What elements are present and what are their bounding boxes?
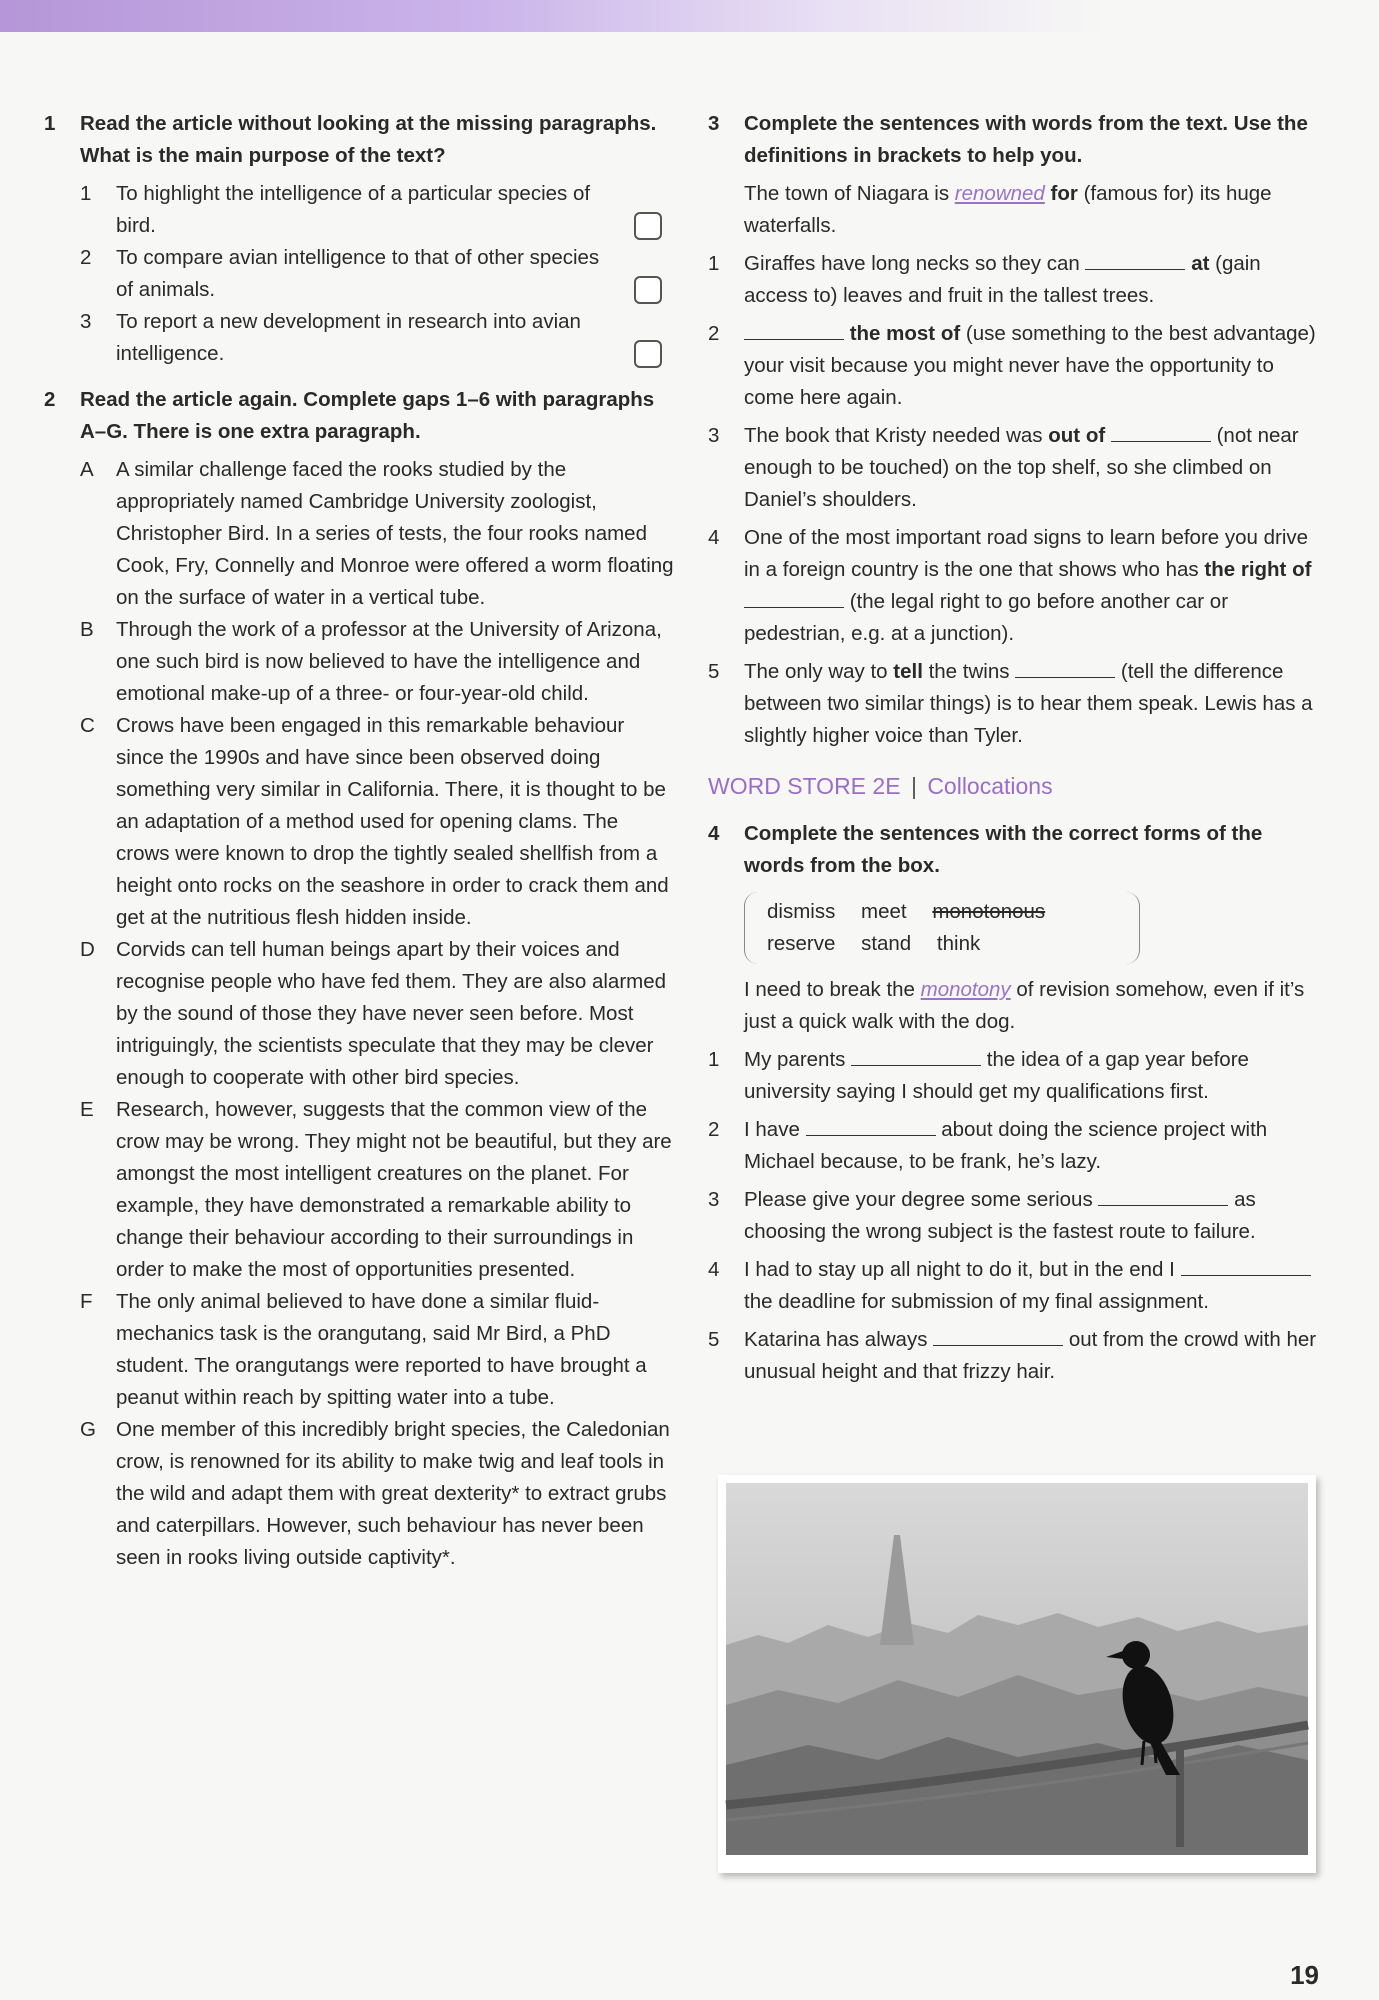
top-color-band — [0, 0, 1379, 32]
exercise-title: Complete the sentences with words from the text. Use the definitions in brackets to help you. — [744, 112, 1308, 167]
sentence-number: 3 — [708, 424, 720, 447]
exercise-number: 2 — [44, 388, 56, 411]
answer-checkbox[interactable] — [634, 276, 662, 304]
sentence-text: I need to break the — [744, 978, 921, 1001]
paragraph-text: Through the work of a professor at the University of Arizona, one such bird is now believed to have the intelligence and emotional make-up of a three- or four-year-old child. — [116, 618, 662, 705]
sentence-text: as choosing the wrong subject is the fastest route to failure. — [744, 1188, 1256, 1243]
paragraph-letter: C — [80, 714, 95, 737]
example-answer: renowned — [954, 182, 1045, 205]
box-word: stand — [861, 932, 912, 955]
sentence-text: The town of Niagara is — [744, 182, 955, 205]
answer-gap[interactable] — [744, 587, 844, 608]
paragraph-letter: E — [80, 1098, 94, 1121]
paragraph-text: One member of this incredibly bright species, the Caledonian crow, is renowned for its ability to make twig and leaf tools in the wild and adapt them with great dexterity* to extract grubs and caterpillars. However, such behaviour has never been seen in rooks living outside captivity*. — [116, 1418, 670, 1569]
example-sentence — [708, 974, 1328, 1038]
paragraph-d — [80, 934, 674, 1094]
paragraph-text: A similar challenge faced the rooks studied by the appropriately named Cambridge University zoologist, Christopher Bird. In a series of tests, the four rooks named Cook, Fry, Connelly and Monroe were offered a worm floating on the surface of water in a vertical tube. — [116, 458, 674, 609]
bold-word: the right of — [1204, 558, 1312, 581]
sentence-text: Please give your degree some serious — [744, 1188, 1099, 1211]
word-store-separator: | — [910, 773, 917, 799]
paragraph-text: Research, however, suggests that the common view of the crow may be wrong. They might not be beautiful, but they are amongst the most intelligent creatures on the planet. For example, they have demonstrated a remarkable ability to change their behaviour according to their surroundings in order to make the most of opportunities presented. — [116, 1098, 672, 1281]
sentence-item — [708, 1114, 1328, 1178]
sentence-number: 5 — [708, 660, 720, 683]
answer-gap[interactable] — [851, 1045, 981, 1066]
sentence-text: (the legal right to go before another car or pedestrian, e.g. at a junction). — [744, 590, 1229, 645]
left-column — [44, 108, 674, 1580]
sentence-text: I had to stay up all night to do it, but in the end I — [744, 1258, 1181, 1281]
exercise-2 — [44, 384, 674, 1574]
example-sentence — [708, 178, 1328, 242]
sentence-text: the deadline for submission of my final assignment. — [744, 1290, 1209, 1313]
sentence-text: I have — [744, 1118, 806, 1141]
sentence-text: One of the most important road signs to learn before you drive in a foreign country is the one that shows who has — [744, 526, 1309, 581]
option-number: 3 — [80, 310, 92, 333]
box-word: reserve — [767, 932, 836, 955]
sentence-item — [708, 1254, 1328, 1318]
paragraph-a — [80, 454, 674, 614]
word-store-subtitle: Collocations — [927, 773, 1053, 799]
paragraph-text: The only animal believed to have done a similar fluid-mechanics task is the orangutang, said Mr Bird, a PhD student. The orangutangs were reported to have brought a peanut within reach by spitting water into a tube. — [116, 1290, 647, 1409]
answer-gap[interactable] — [933, 1325, 1063, 1346]
sentence-text: (not near enough to be touched) on the top shelf, so she climbed on Daniel’s shoulders. — [744, 424, 1299, 511]
exercise-title: Complete the sentences with the correct forms of the words from the box. — [744, 822, 1263, 877]
option-number: 2 — [80, 246, 92, 269]
answer-gap[interactable] — [1085, 249, 1185, 270]
sentence-text: of revision somehow, even if it’s just a quick walk with the dog. — [744, 978, 1305, 1033]
sentence-item — [708, 1324, 1328, 1388]
sentence-text: about doing the science project with Michael because, to be frank, he’s lazy. — [744, 1118, 1268, 1173]
bold-word: for — [1050, 182, 1078, 205]
option-item — [80, 306, 674, 370]
paragraph-letter: D — [80, 938, 95, 961]
sentence-item — [708, 318, 1328, 414]
paragraph-c — [80, 710, 674, 934]
word-box — [744, 892, 1140, 964]
sentence-text: Katarina has always — [744, 1328, 934, 1351]
sentence-text: (famous for) its huge waterfalls. — [744, 182, 1272, 237]
sentence-item — [708, 1044, 1328, 1108]
option-text: To highlight the intelligence of a particular species of bird. — [116, 182, 591, 237]
answer-checkbox[interactable] — [634, 212, 662, 240]
sentence-text: out from the crowd with her unusual height and that frizzy hair. — [744, 1328, 1317, 1383]
paragraph-letter: F — [80, 1290, 93, 1313]
answer-gap[interactable] — [744, 319, 844, 340]
exercise-number: 3 — [708, 112, 720, 135]
box-word-used: monotonous — [932, 900, 1046, 923]
paragraph-f — [80, 1286, 674, 1414]
answer-gap[interactable] — [1181, 1255, 1311, 1276]
paragraph-letter: G — [80, 1418, 96, 1441]
option-item — [80, 178, 674, 242]
bold-word: tell — [893, 660, 923, 683]
answer-gap[interactable] — [1111, 421, 1211, 442]
sentence-number: 3 — [708, 1188, 720, 1211]
sentence-number: 1 — [708, 1048, 720, 1071]
sentence-text: (use something to the best advantage) your visit because you might never have the opportunity to come here again. — [744, 322, 1316, 409]
option-text: To compare avian intelligence to that of other species of animals. — [116, 246, 600, 301]
bold-word: the most of — [849, 322, 961, 345]
box-word: think — [936, 932, 981, 955]
answer-gap[interactable] — [806, 1115, 936, 1136]
paragraph-text: Corvids can tell human beings apart by their voices and recognise people who have fed them. They are also alarmed by the sound of those they have never seen before. Most intriguingly, the scientists speculate that they may be clever enough to cooperate with other bird species. — [116, 938, 667, 1089]
paragraph-letter: B — [80, 618, 94, 641]
answer-checkbox[interactable] — [634, 340, 662, 368]
sentence-text: (gain access to) leaves and fruit in the tallest trees. — [744, 252, 1261, 307]
sentence-text: the twins — [922, 660, 1016, 683]
exercise-3 — [708, 108, 1328, 172]
page-number: 19 — [1290, 1960, 1319, 1990]
sentence-number: 4 — [708, 1258, 720, 1281]
paragraph-g — [80, 1414, 674, 1574]
sentence-number: 2 — [708, 1118, 720, 1141]
option-item — [80, 242, 674, 306]
box-word: dismiss — [767, 900, 836, 923]
exercise-number: 4 — [708, 822, 720, 845]
exercise-1 — [44, 108, 674, 370]
exercise-number: 1 — [44, 112, 56, 135]
sentence-text: Giraffes have long necks so they can — [744, 252, 1086, 275]
sentence-item — [708, 248, 1328, 312]
word-store-title: WORD STORE 2E — [708, 773, 901, 799]
option-number: 1 — [80, 182, 92, 205]
sentence-number: 2 — [708, 322, 720, 345]
word-store-heading — [708, 770, 1328, 802]
sentence-number: 5 — [708, 1328, 720, 1351]
exercise-4 — [708, 818, 1328, 882]
sentence-item — [708, 656, 1328, 752]
bold-word: at — [1191, 252, 1210, 275]
paragraph-letter: A — [80, 458, 94, 481]
answer-gap[interactable] — [1015, 657, 1115, 678]
sentence-text: the idea of a gap year before university saying I should get my qualifications first. — [744, 1048, 1249, 1103]
box-word: meet — [861, 900, 907, 923]
answer-gap[interactable] — [1098, 1185, 1228, 1206]
paragraph-text: Crows have been engaged in this remarkable behaviour since the 1990s and have since been observed doing something very similar in California. There, it is thought to be an adaptation of a method used for opening clams. The crows were known to drop the tightly sealed shellfish from a height onto rocks on the seashore in order to crack them and get at the nutritious flesh hidden inside. — [116, 714, 669, 929]
option-text: To report a new development in research into avian intelligence. — [116, 310, 581, 365]
right-column — [708, 108, 1328, 1394]
paragraph-b — [80, 614, 674, 710]
sentence-number: 1 — [708, 252, 720, 275]
crow-photo — [718, 1475, 1316, 1873]
crow-photo-illustration — [718, 1475, 1316, 1873]
exercise-title: Read the article without looking at the missing paragraphs. What is the main purpose of the text? — [80, 112, 657, 167]
bold-word: out of — [1048, 424, 1106, 447]
sentence-text: The only way to — [744, 660, 894, 683]
sentence-text: My parents — [744, 1048, 852, 1071]
sentence-number: 4 — [708, 526, 720, 549]
sentence-text: The book that Kristy needed was — [744, 424, 1049, 447]
sentence-item — [708, 420, 1328, 516]
paragraph-e — [80, 1094, 674, 1286]
example-answer: monotony — [920, 978, 1011, 1001]
sentence-text: (tell the difference between two similar things) is to hear them speak. Lewis has a slightly higher voice than Tyler. — [744, 660, 1313, 747]
sentence-item — [708, 522, 1328, 650]
exercise-title: Read the article again. Complete gaps 1–6 with paragraphs A–G. There is one extra paragraph. — [80, 388, 655, 443]
sentence-item — [708, 1184, 1328, 1248]
